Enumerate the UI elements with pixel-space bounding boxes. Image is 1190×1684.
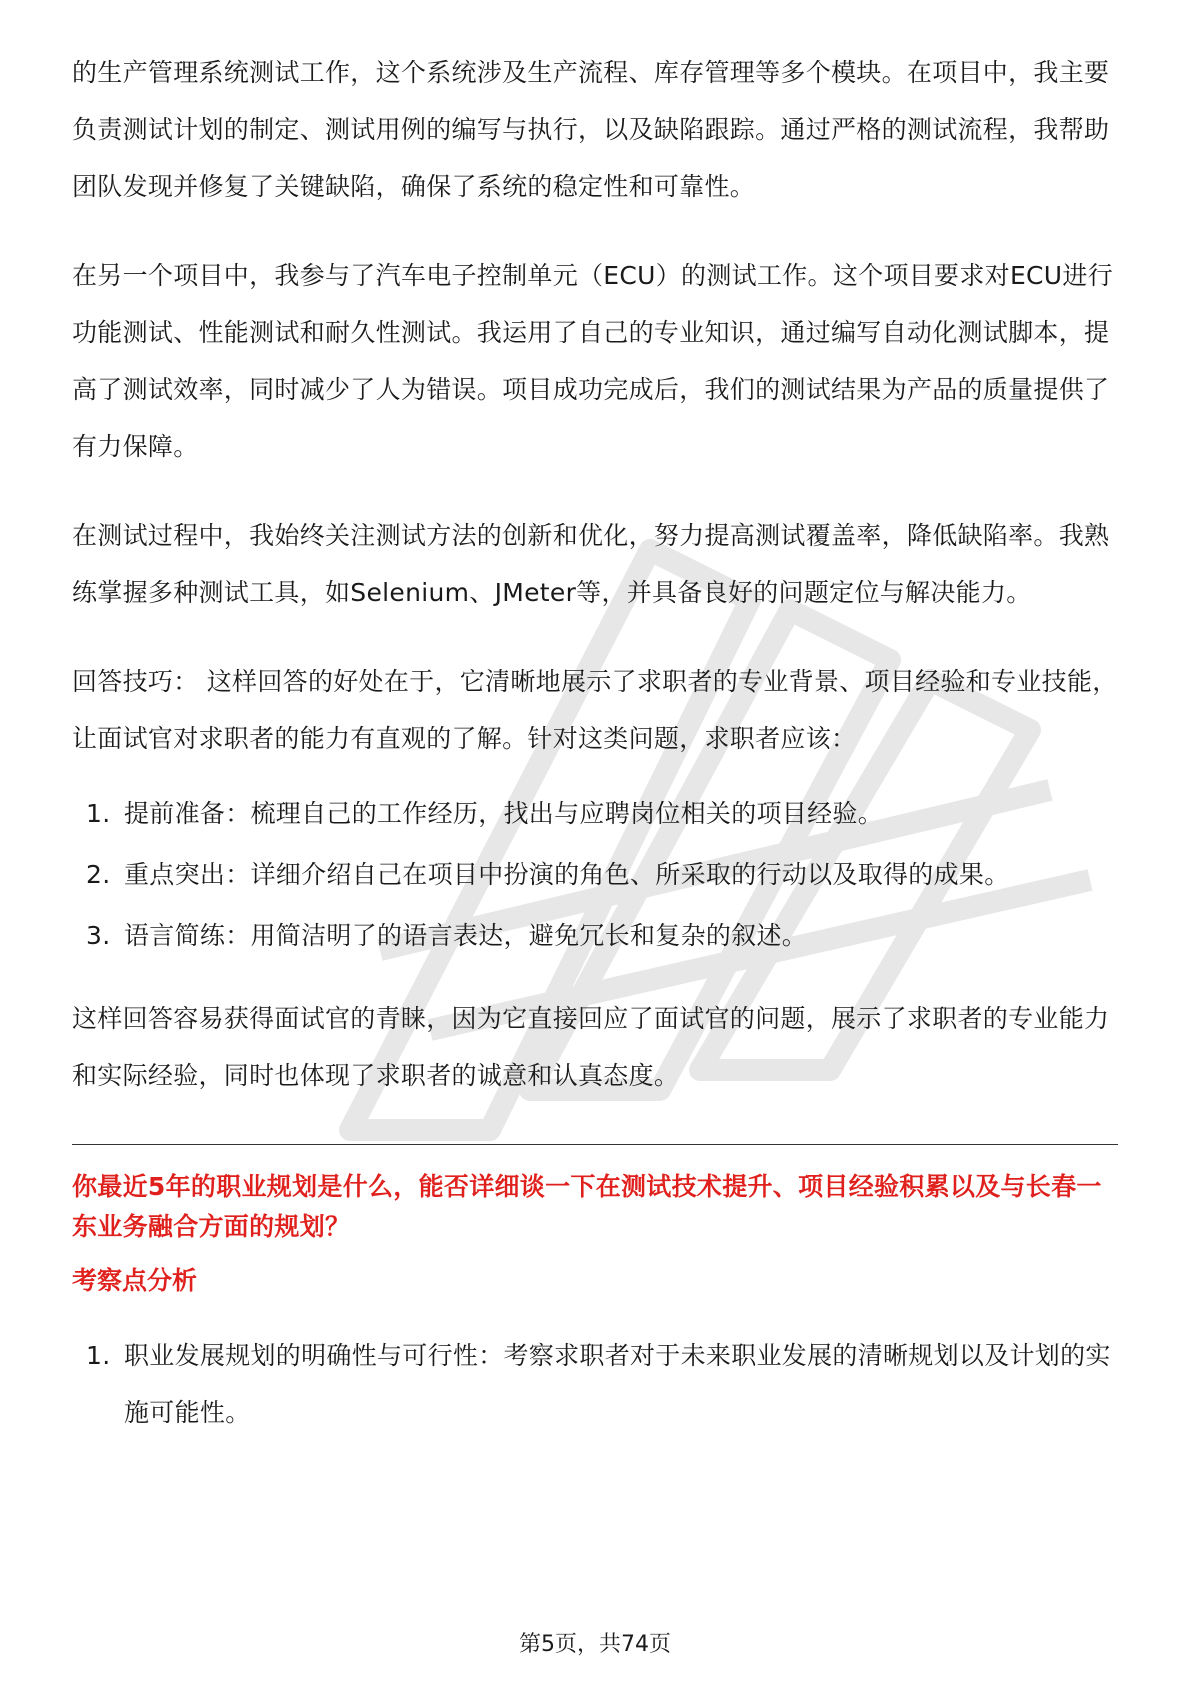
list-item (72, 1327, 1118, 1441)
list-item-text: 提前准备：梳理自己的工作经历，找出与应聘岗位相关的项目经验。 (124, 799, 884, 828)
analysis-list (72, 1327, 1118, 1441)
list-number: 1. (86, 799, 111, 828)
list-item-text: 职业发展规划的明确性与可行性：考察求职者对于未来职业发展的清晰规划以及计划的实施可能性。 (124, 1341, 1111, 1427)
list-number: 1. (86, 1341, 111, 1370)
paragraph-project-ecu: 在另一个项目中，我参与了汽车电子控制单元（ECU）的测试工作。这个项目要求对ECU进行功能测试、性能测试和耐久性测试。我运用了自己的专业知识，通过编写自动化测试脚本，提高了测试效率，同时减少了人为错误。项目成功完成后，我们的测试结果为产品的质量提供了有力保障。 (72, 261, 1114, 461)
page-footer: 第5页，共74页 (519, 1632, 671, 1657)
list-item-text: 语言简练：用简洁明了的语言表达，避免冗长和复杂的叙述。 (124, 921, 808, 950)
list-number: 2. (86, 860, 111, 889)
list-item (72, 907, 1118, 964)
paragraph-closing: 这样回答容易获得面试官的青睐，因为它直接回应了面试官的问题，展示了求职者的专业能力和实际经验，同时也体现了求职者的诚意和认真态度。 (72, 1004, 1110, 1090)
list-item (72, 846, 1118, 903)
question-heading: 你最近5年的职业规划是什么，能否详细谈一下在测试技术提升、项目经验积累以及与长春一东业务融合方面的规划？ (72, 1172, 1102, 1241)
paragraph-project-production: 的生产管理系统测试工作，这个系统涉及生产流程、库存管理等多个模块。在项目中，我主要负责测试计划的制定、测试用例的编写与执行，以及缺陷跟踪。通过严格的测试流程，我帮助团队发现并修复了关键缺陷，确保了系统的稳定性和可靠性。 (72, 58, 1110, 201)
list-item (72, 785, 1118, 842)
paragraph-answer-tips: 回答技巧： 这样回答的好处在于，它清晰地展示了求职者的专业背景、项目经验和专业技能，让面试官对求职者的能力有直观的了解。针对这类问题，求职者应该： (72, 667, 1118, 753)
document-body (72, 44, 1118, 1441)
paragraph-testing-methods: 在测试过程中，我始终关注测试方法的创新和优化，努力提高测试覆盖率，降低缺陷率。我熟练掌握多种测试工具，如Selenium、JMeter等，并具备良好的问题定位与解决能力。 (72, 521, 1110, 607)
tips-list (72, 785, 1118, 964)
list-number: 3. (86, 921, 111, 950)
list-item-text: 重点突出：详细介绍自己在项目中扮演的角色、所采取的行动以及取得的成果。 (124, 860, 1010, 889)
analysis-heading: 考察点分析 (72, 1266, 198, 1295)
